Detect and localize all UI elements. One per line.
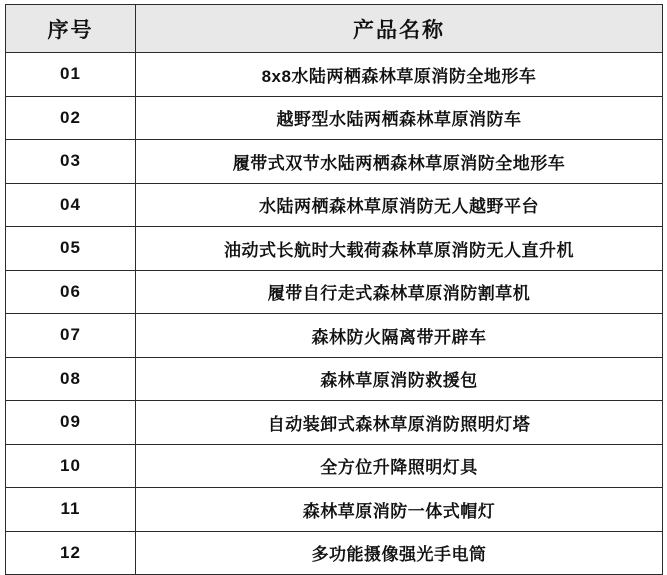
table-row <box>6 531 663 575</box>
cell-product-name: 越野型水陆两栖森林草原消防车 <box>136 96 663 140</box>
table-row <box>6 270 663 314</box>
table-row <box>6 140 663 184</box>
cell-no: 12 <box>6 531 136 575</box>
table-row <box>6 227 663 271</box>
table-row <box>6 444 663 488</box>
cell-product-name: 水陆两栖森林草原消防无人越野平台 <box>136 183 663 227</box>
cell-product-name: 森林草原消防一体式帽灯 <box>136 488 663 532</box>
cell-product-name: 油动式长航时大载荷森林草原消防无人直升机 <box>136 227 663 271</box>
table-header <box>6 5 663 53</box>
cell-no: 09 <box>6 401 136 445</box>
column-header-no: 序号 <box>6 5 136 53</box>
cell-no: 01 <box>6 53 136 97</box>
table-row <box>6 401 663 445</box>
table-body <box>6 53 663 575</box>
cell-no: 03 <box>6 140 136 184</box>
table-row <box>6 53 663 97</box>
cell-product-name: 履带式双节水陆两栖森林草原消防全地形车 <box>136 140 663 184</box>
table-row <box>6 183 663 227</box>
table-row <box>6 488 663 532</box>
table-header-row <box>6 5 663 53</box>
table-row <box>6 357 663 401</box>
cell-no: 04 <box>6 183 136 227</box>
cell-product-name: 多功能摄像强光手电筒 <box>136 531 663 575</box>
table-row <box>6 96 663 140</box>
table-row <box>6 314 663 358</box>
cell-no: 05 <box>6 227 136 271</box>
cell-product-name: 自动装卸式森林草原消防照明灯塔 <box>136 401 663 445</box>
cell-no: 07 <box>6 314 136 358</box>
cell-no: 11 <box>6 488 136 532</box>
column-header-name: 产品名称 <box>136 5 663 53</box>
cell-product-name: 森林草原消防救援包 <box>136 357 663 401</box>
cell-product-name: 8x8水陆两栖森林草原消防全地形车 <box>136 53 663 97</box>
cell-product-name: 全方位升降照明灯具 <box>136 444 663 488</box>
cell-no: 02 <box>6 96 136 140</box>
cell-product-name: 履带自行走式森林草原消防割草机 <box>136 270 663 314</box>
cell-no: 06 <box>6 270 136 314</box>
cell-no: 10 <box>6 444 136 488</box>
product-table <box>5 4 663 575</box>
cell-no: 08 <box>6 357 136 401</box>
cell-product-name: 森林防火隔离带开辟车 <box>136 314 663 358</box>
